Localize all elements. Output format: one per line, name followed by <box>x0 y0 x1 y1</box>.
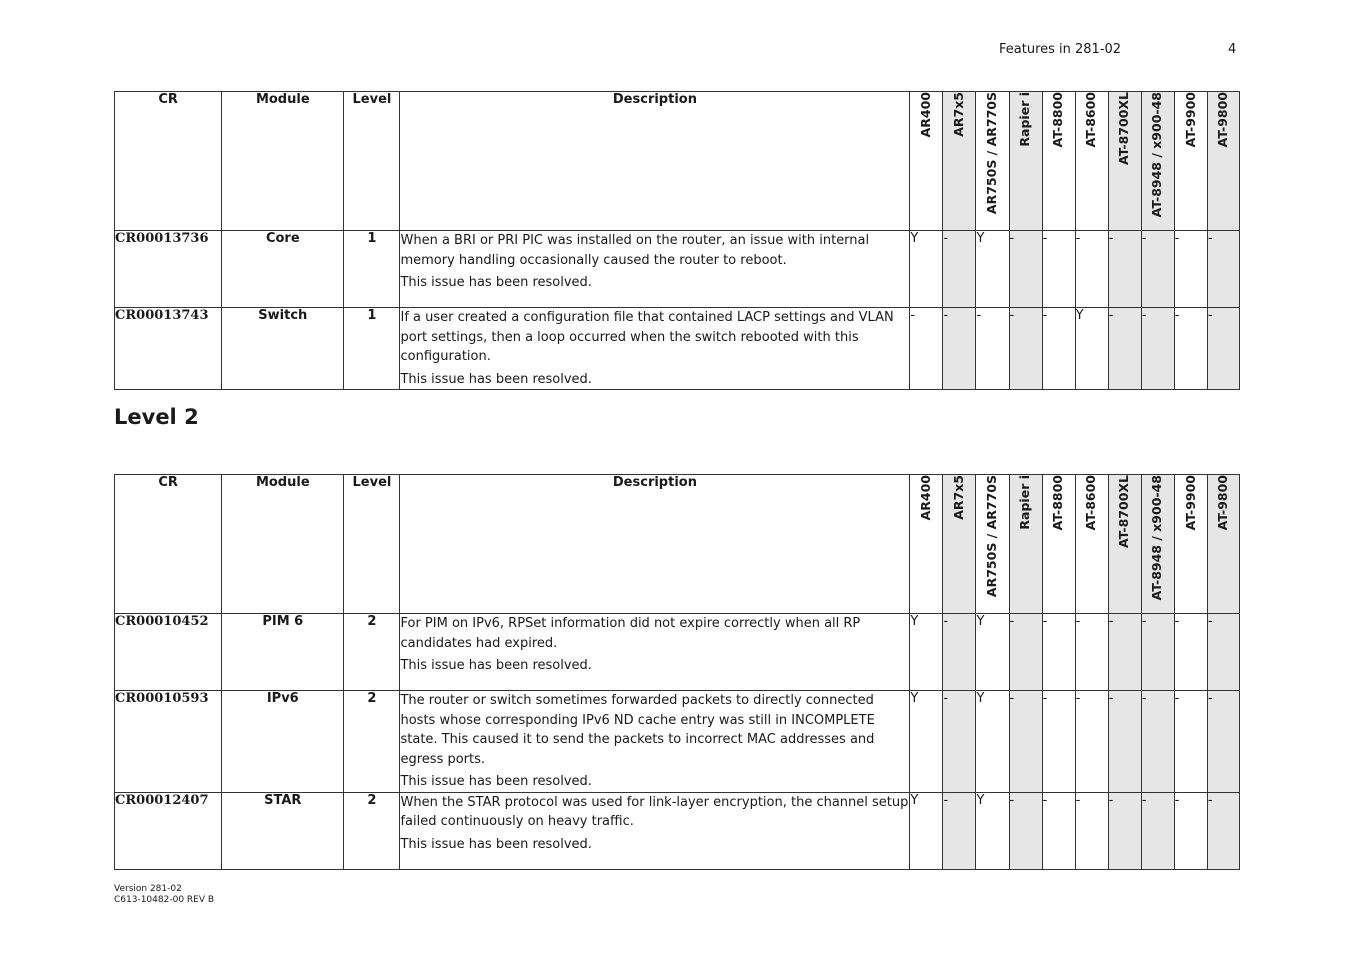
product-flag: - <box>943 614 976 691</box>
product-flag: - <box>1009 792 1042 869</box>
product-flag: - <box>1207 231 1239 308</box>
module-name: Switch <box>222 308 344 390</box>
product-flag: Y <box>976 231 1009 308</box>
table-header-row <box>115 475 1240 614</box>
product-column-header <box>943 92 976 231</box>
product-label: AR750S / AR770S <box>984 92 1000 215</box>
resolution-text: This issue has been resolved. <box>400 836 592 852</box>
footer-version: Version 281-02 <box>114 884 182 894</box>
table-header-row <box>115 92 1240 231</box>
table-row <box>115 231 1240 308</box>
product-flag: - <box>943 691 976 793</box>
cr-number: CR00013743 <box>115 308 222 390</box>
product-flag: - <box>1075 614 1108 691</box>
product-label: AT-8948 / x900-48 <box>1149 92 1165 218</box>
description-cell <box>400 792 910 869</box>
product-column-header <box>1075 92 1108 231</box>
cr-number: CR00010452 <box>115 614 222 691</box>
product-column-header <box>910 92 943 231</box>
product-flag: - <box>1042 691 1075 793</box>
description-column-header: Description <box>400 92 910 231</box>
running-header-title: Features in 281-02 <box>999 42 1122 57</box>
product-column-header <box>1108 92 1141 231</box>
description-column-header: Description <box>400 475 910 614</box>
product-flag: - <box>1108 614 1141 691</box>
product-flag: - <box>1174 691 1207 793</box>
module-name: IPv6 <box>222 691 344 793</box>
product-label: Rapier i <box>1017 475 1033 530</box>
product-flag: Y <box>976 614 1009 691</box>
product-column-header <box>1207 475 1239 614</box>
product-flag: - <box>1009 691 1042 793</box>
product-flag: - <box>943 792 976 869</box>
product-flag: - <box>1009 231 1042 308</box>
product-flag: - <box>1108 792 1141 869</box>
product-flag: - <box>1207 691 1239 793</box>
resolution-text: This issue has been resolved. <box>400 774 592 789</box>
page-number: 4 <box>1228 42 1237 57</box>
module-column-header: Module <box>222 92 344 231</box>
product-flag: - <box>1174 308 1207 390</box>
resolution-text: This issue has been resolved. <box>400 275 592 290</box>
page-footer <box>114 884 214 906</box>
cr-number: CR00012407 <box>115 792 222 869</box>
product-column-header <box>910 475 943 614</box>
product-label: Rapier i <box>1017 92 1033 147</box>
product-column-header <box>1108 475 1141 614</box>
cr-number: CR00010593 <box>115 691 222 793</box>
product-flag: Y <box>910 231 943 308</box>
product-flag: - <box>1075 231 1108 308</box>
product-flag: - <box>943 308 976 390</box>
level-value: 2 <box>344 691 400 793</box>
table-row <box>115 308 1240 390</box>
product-flag: Y <box>1075 308 1108 390</box>
product-flag: - <box>976 308 1009 390</box>
product-column-header <box>1009 475 1042 614</box>
footer-doc-id: C613-10482-00 REV B <box>114 895 215 905</box>
product-flag: - <box>1108 308 1141 390</box>
product-flag: - <box>1141 231 1174 308</box>
description-cell <box>400 614 910 691</box>
cr-number: CR00013736 <box>115 231 222 308</box>
product-column-header <box>1042 92 1075 231</box>
product-flag: - <box>1141 792 1174 869</box>
product-column-header <box>1174 92 1207 231</box>
product-flag: - <box>910 308 943 390</box>
description-cell <box>400 308 910 390</box>
level-value: 2 <box>344 792 400 869</box>
product-column-header <box>1174 475 1207 614</box>
level-column-header: Level <box>344 92 400 231</box>
resolution-text: This issue has been resolved. <box>400 658 592 673</box>
product-flag: - <box>1075 792 1108 869</box>
product-flag: - <box>943 231 976 308</box>
product-column-header <box>976 475 1009 614</box>
product-flag: - <box>1207 308 1239 390</box>
product-flag: Y <box>910 792 943 869</box>
module-name: STAR <box>222 792 344 869</box>
product-label: AT-8700XL <box>1116 475 1132 548</box>
product-column-header <box>1042 475 1075 614</box>
description-cell <box>400 231 910 308</box>
product-flag: - <box>1141 691 1174 793</box>
product-flag: - <box>1141 614 1174 691</box>
description-text: For PIM on IPv6, RPSet information did not expire correctly when all RP candidates had expired. <box>400 616 861 651</box>
product-label: AR400 <box>918 475 934 521</box>
section-heading: Level 2 <box>114 405 199 429</box>
product-label: AT-9800 <box>1215 475 1231 531</box>
module-column-header: Module <box>222 475 344 614</box>
product-label: AR750S / AR770S <box>984 475 1000 598</box>
cr-column-header: CR <box>115 92 222 231</box>
product-column-header <box>1075 475 1108 614</box>
product-label: AT-8948 / x900-48 <box>1149 475 1165 601</box>
product-flag: - <box>1042 308 1075 390</box>
product-flag: - <box>1042 792 1075 869</box>
product-flag: Y <box>976 691 1009 793</box>
level-value: 1 <box>344 308 400 390</box>
product-flag: - <box>1207 614 1239 691</box>
product-flag: Y <box>910 614 943 691</box>
level-2-table <box>114 474 1240 870</box>
level-column-header: Level <box>344 475 400 614</box>
level-1-table <box>114 91 1240 390</box>
table-row <box>115 792 1240 869</box>
level-value: 2 <box>344 614 400 691</box>
module-name: Core <box>222 231 344 308</box>
product-column-header <box>1141 92 1174 231</box>
product-label: AR7x5 <box>951 92 967 137</box>
product-flag: - <box>1141 308 1174 390</box>
cr-column-header: CR <box>115 475 222 614</box>
product-flag: Y <box>910 691 943 793</box>
product-flag: - <box>1042 614 1075 691</box>
product-label: AT-9800 <box>1215 92 1231 148</box>
product-label: AT-9900 <box>1182 92 1198 148</box>
resolution-text: This issue has been resolved. <box>400 371 592 387</box>
product-column-header <box>976 92 1009 231</box>
product-label: AT-8800 <box>1050 92 1066 148</box>
product-column-header <box>1009 92 1042 231</box>
module-name: PIM 6 <box>222 614 344 691</box>
product-flag: - <box>1174 231 1207 308</box>
product-flag: - <box>1108 691 1141 793</box>
product-label: AT-8700XL <box>1116 92 1132 165</box>
product-flag: - <box>1009 308 1042 390</box>
description-text: When a BRI or PRI PIC was installed on the router, an issue with internal memory handling occasionally caused the router to reboot. <box>400 233 870 268</box>
product-column-header <box>1141 475 1174 614</box>
product-flag: Y <box>976 792 1009 869</box>
product-flag: - <box>1207 792 1239 869</box>
product-label: AR400 <box>918 92 934 138</box>
product-column-header <box>1207 92 1239 231</box>
table-row <box>115 691 1240 793</box>
product-label: AT-9900 <box>1182 475 1198 531</box>
description-text: If a user created a configuration file that contained LACP settings and VLAN port settings, then a loop occurred when the switch rebooted with this configuration. <box>400 310 894 364</box>
product-flag: - <box>1108 231 1141 308</box>
table-row <box>115 614 1240 691</box>
product-label: AT-8600 <box>1083 92 1099 148</box>
product-label: AT-8600 <box>1083 475 1099 531</box>
description-text: The router or switch sometimes forwarded packets to directly connected hosts whose corresponding IPv6 ND cache entry was still in INCOMPLETE state. This caused it to send the packets to incorrect MAC addresses and egress ports. <box>400 693 875 767</box>
product-flag: - <box>1174 792 1207 869</box>
product-flag: - <box>1075 691 1108 793</box>
product-label: AR7x5 <box>951 475 967 520</box>
product-flag: - <box>1009 614 1042 691</box>
description-cell <box>400 691 910 793</box>
description-text: When the STAR protocol was used for link-layer encryption, the channel setup failed continuously on heavy traffic. <box>400 794 909 829</box>
product-label: AT-8800 <box>1050 475 1066 531</box>
product-flag: - <box>1174 614 1207 691</box>
level-value: 1 <box>344 231 400 308</box>
product-column-header <box>943 475 976 614</box>
product-flag: - <box>1042 231 1075 308</box>
